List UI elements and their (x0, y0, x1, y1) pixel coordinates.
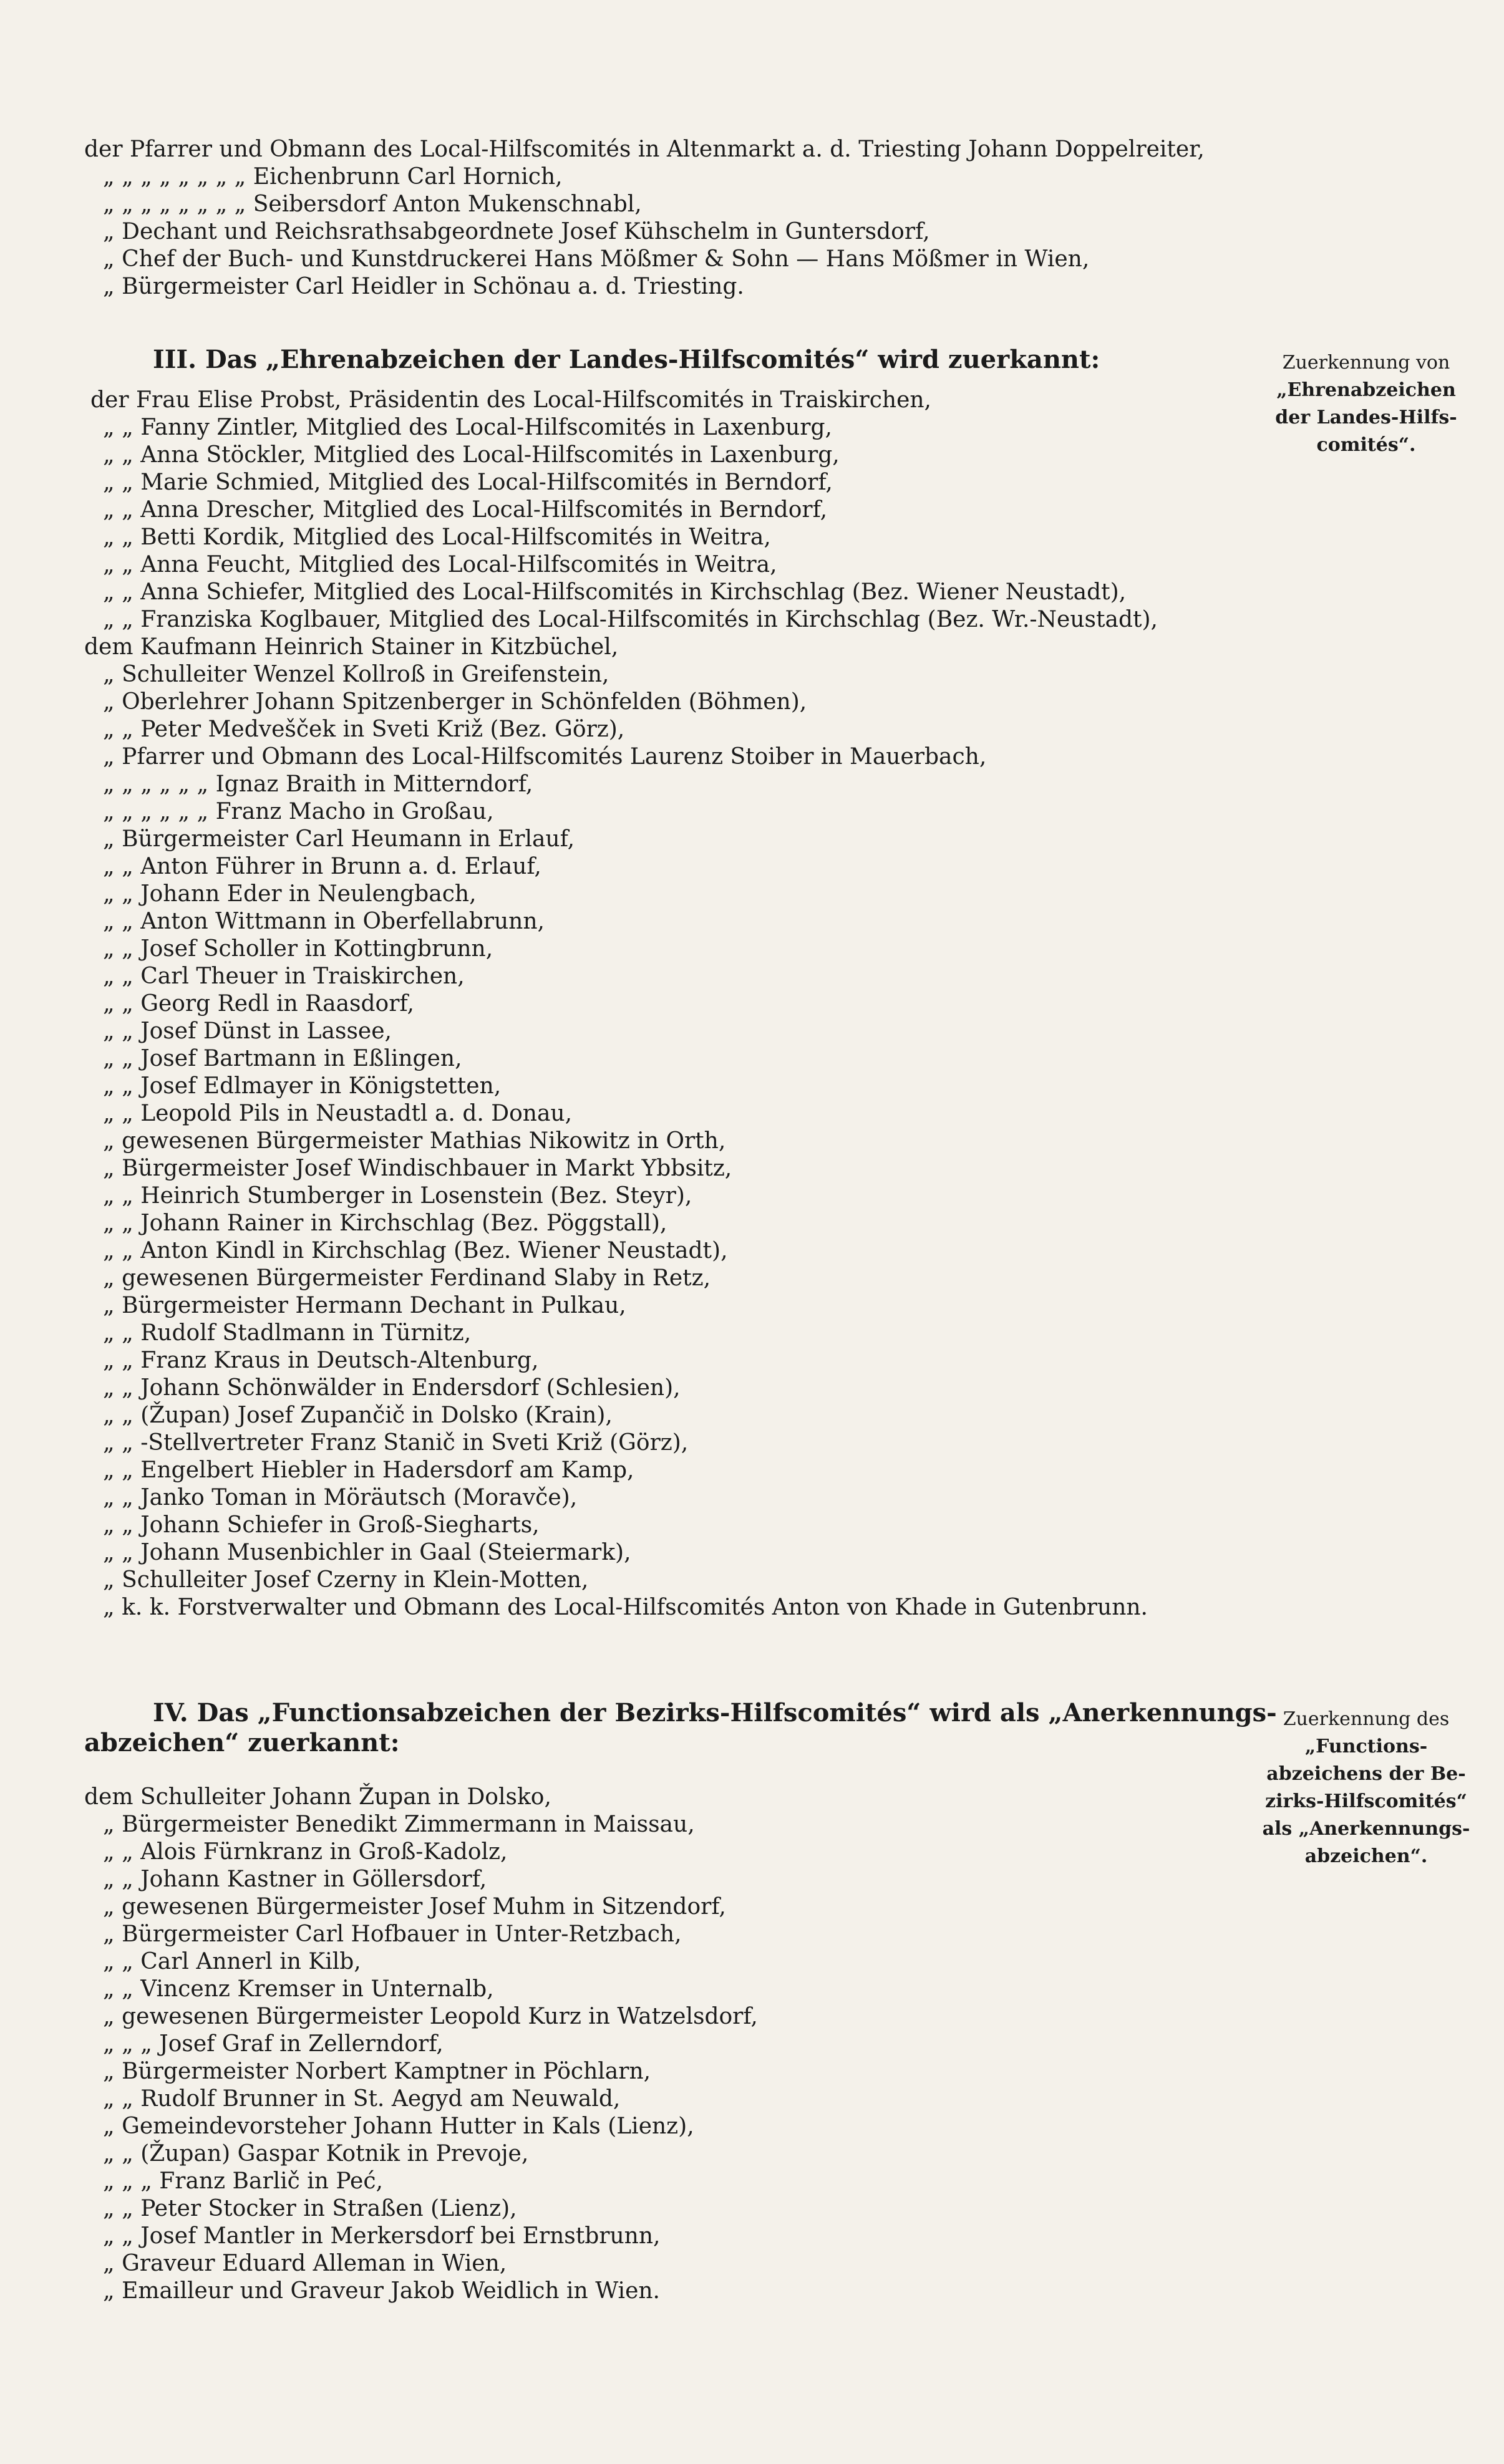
list-item: „ Gemeindevorsteher Johann Hutter in Kals (Lienz), (103, 2114, 694, 2139)
list-item: „ „ Carl Annerl in Kilb, (103, 1949, 361, 1974)
list-item: „ „ Anton Wittmann in Oberfellabrunn, (103, 909, 545, 934)
list-item: dem Schulleiter Johann Župan in Dolsko, (84, 1784, 551, 1810)
list-item: „ „ Franz Kraus in Deutsch-Altenburg, (103, 1348, 539, 1373)
list-item: „ „ Leopold Pils in Neustadtl a. d. Donau, (103, 1101, 573, 1126)
list-item: „ Schulleiter Wenzel Kollroß in Greifenstein, (103, 662, 609, 687)
section-4-heading: IV. Das „Functionsabzeichen der Bezirks-Hilfscomités“ wird als „Anerkennungs- (153, 1698, 1277, 1727)
list-item: „ Bürgermeister Carl Heumann in Erlauf, (103, 826, 575, 852)
list-item: „ „ -Stellvertreter Franz Stanič in Sveti Križ (Görz), (103, 1430, 689, 1456)
list-item: „ „ Josef Bartmann in Eßlingen, (103, 1046, 462, 1071)
section-3-heading: III. Das „Ehrenabzeichen der Landes-Hilfscomités“ wird zuerkannt: (153, 345, 1100, 374)
list-item: der Frau Elise Probst, Präsidentin des Local-Hilfscomités in Traiskirchen, (90, 387, 931, 413)
list-item: „ „ Johann Eder in Neulengbach, (103, 881, 477, 907)
list-item: „ Schulleiter Josef Czerny in Klein-Motten, (103, 1567, 589, 1593)
list-item: „ „ Peter Stocker in Straßen (Lienz), (103, 2196, 517, 2221)
list-item: „ Bürgermeister Norbert Kamptner in Pöchlarn, (103, 2059, 651, 2084)
list-item: „ „ Anton Führer in Brunn a. d. Erlauf, (103, 854, 541, 879)
list-item: „ „ Vincenz Kremser in Unternalb, (103, 1976, 494, 2002)
margin-note-line: abzeichens der Be- (1266, 1763, 1466, 1785)
list-item: „ „ Alois Fürnkranz in Groß-Kadolz, (103, 1839, 508, 1865)
list-item: „ Chef der Buch- und Kunstdruckerei Hans Mößmer & Sohn — Hans Mößmer in Wien, (103, 246, 1090, 272)
list-item: „ „ Anton Kindl in Kirchschlag (Bez. Wiener Neustadt), (103, 1238, 728, 1263)
list-item: „ Bürgermeister Carl Heidler in Schönau a. d. Triesting. (103, 274, 744, 299)
list-item: „ „ „ Franz Barlič in Peć, (103, 2168, 383, 2194)
list-item: „ gewesenen Bürgermeister Mathias Nikowitz in Orth, (103, 1128, 726, 1154)
list-item: „ Emailleur und Graveur Jakob Weidlich in Wien. (103, 2278, 661, 2304)
list-item: „ „ Josef Dünst in Lassee, (103, 1018, 392, 1044)
list-item: „ Bürgermeister Josef Windischbauer in Markt Ybbsitz, (103, 1156, 732, 1181)
list-item: „ „ „ „ „ „ Franz Macho in Großau, (103, 799, 494, 824)
list-item: der Pfarrer und Obmann des Local-Hilfscomités in Altenmarkt a. d. Triesting Johann Doppelreiter, (84, 137, 1205, 162)
margin-note-line: der Landes-Hilfs- (1275, 407, 1457, 428)
list-item: „ „ Betti Kordik, Mitglied des Local-Hilfscomités in Weitra, (103, 524, 771, 550)
list-item: „ „ Josef Mantler in Merkersdorf bei Ernstbrunn, (103, 2223, 661, 2249)
margin-note-line: „Functions- (1304, 1736, 1428, 1757)
list-item: „ „ Johann Rainer in Kirchschlag (Bez. Pöggstall), (103, 1210, 667, 1236)
list-item: „ „ Johann Musenbichler in Gaal (Steiermark), (103, 1540, 631, 1565)
margin-note-line: „Ehrenabzeichen (1276, 379, 1456, 401)
list-item: „ gewesenen Bürgermeister Josef Muhm in Sitzendorf, (103, 1894, 726, 1920)
list-item: „ „ Johann Schiefer in Groß-Siegharts, (103, 1512, 540, 1538)
list-item: „ Graveur Eduard Alleman in Wien, (103, 2251, 507, 2276)
list-item: „ gewesenen Bürgermeister Ferdinand Slaby in Retz, (103, 1265, 711, 1291)
margin-note-line: comités“. (1316, 434, 1416, 456)
list-item: dem Kaufmann Heinrich Stainer in Kitzbüchel, (84, 634, 619, 660)
list-item: „ „ Carl Theuer in Traiskirchen, (103, 964, 465, 989)
list-item: „ Bürgermeister Benedikt Zimmermann in Maissau, (103, 1812, 695, 1837)
margin-note-line: zirks-Hilfscomités“ (1265, 1790, 1467, 1812)
list-item: „ „ Franziska Koglbauer, Mitglied des Local-Hilfscomités in Kirchschlag (Bez. Wr.-Neustadt), (103, 607, 1158, 632)
margin-note-line: Zuerkennung des (1283, 1708, 1450, 1730)
list-item: „ „ Peter Medvešček in Sveti Križ (Bez. Görz), (103, 717, 625, 742)
list-item: „ „ Anna Feucht, Mitglied des Local-Hilfscomités in Weitra, (103, 552, 777, 577)
margin-note-line: Zuerkennung von (1282, 352, 1450, 374)
list-item: „ „ Marie Schmied, Mitglied des Local-Hilfscomités in Berndorf, (103, 470, 833, 495)
list-item: „ „ Engelbert Hiebler in Hadersdorf am Kamp, (103, 1457, 634, 1483)
list-item: „ „ Rudolf Stadlmann in Türnitz, (103, 1320, 472, 1346)
list-item: „ „ Johann Kastner in Göllersdorf, (103, 1867, 487, 1892)
list-item: „ „ Johann Schönwälder in Endersdorf (Schlesien), (103, 1375, 681, 1401)
list-item: „ „ Josef Edlmayer in Königstetten, (103, 1073, 502, 1099)
list-item: „ „ Anna Schiefer, Mitglied des Local-Hilfscomités in Kirchschlag (Bez. Wiener Neustadt), (103, 579, 1127, 605)
margin-note-line: als „Anerkennungs- (1262, 1818, 1470, 1840)
list-item: „ „ Rudolf Brunner in St. Aegyd am Neuwald, (103, 2086, 621, 2112)
margin-note-line: abzeichen“. (1304, 1845, 1428, 1867)
list-item: „ Dechant und Reichsrathsabgeordnete Josef Kühschelm in Guntersdorf, (103, 219, 930, 244)
list-item: „ „ „ „ „ „ „ „ Seibersdorf Anton Mukenschnabl, (103, 191, 642, 217)
list-item: „ „ Josef Scholler in Kottingbrunn, (103, 936, 493, 962)
list-item: „ Bürgermeister Carl Hofbauer in Unter-Retzbach, (103, 1921, 682, 1947)
margin-note-section-4 (1260, 1706, 1472, 1870)
list-item: „ „ Fanny Zintler, Mitglied des Local-Hilfscomités in Laxenburg, (103, 415, 832, 440)
list-item: „ „ „ „ „ „ „ „ Eichenbrunn Carl Hornich, (103, 164, 563, 190)
list-item: „ „ Janko Toman in Möräutsch (Moravče), (103, 1485, 578, 1510)
list-item: „ Oberlehrer Johann Spitzenberger in Schönfelden (Böhmen), (103, 689, 807, 715)
list-item: „ „ Georg Redl in Raasdorf, (103, 991, 414, 1017)
list-item: „ Pfarrer und Obmann des Local-Hilfscomités Laurenz Stoiber in Mauerbach, (103, 744, 987, 770)
list-item: „ Bürgermeister Hermann Dechant in Pulkau, (103, 1293, 626, 1318)
list-item: „ „ „ Josef Graf in Zellerndorf, (103, 2031, 444, 2057)
margin-note-section-3 (1260, 349, 1472, 459)
list-item: „ gewesenen Bürgermeister Leopold Kurz in Watzelsdorf, (103, 2004, 758, 2029)
list-item: „ „ Anna Drescher, Mitglied des Local-Hilfscomités in Berndorf, (103, 497, 828, 523)
section-4-heading-cont: abzeichen“ zuerkannt: (84, 1728, 400, 1757)
list-item: „ „ (Župan) Josef Zupančič in Dolsko (Krain), (103, 1403, 613, 1428)
list-item: „ „ Heinrich Stumberger in Losenstein (Bez. Steyr), (103, 1183, 692, 1209)
list-item: „ k. k. Forstverwalter und Obmann des Local-Hilfscomités Anton von Khade in Gutenbrunn. (103, 1595, 1148, 1620)
list-item: „ „ „ „ „ „ Ignaz Braith in Mitterndorf, (103, 771, 533, 797)
list-item: „ „ (Župan) Gaspar Kotnik in Prevoje, (103, 2141, 529, 2167)
list-item: „ „ Anna Stöckler, Mitglied des Local-Hilfscomités in Laxenburg, (103, 442, 840, 468)
